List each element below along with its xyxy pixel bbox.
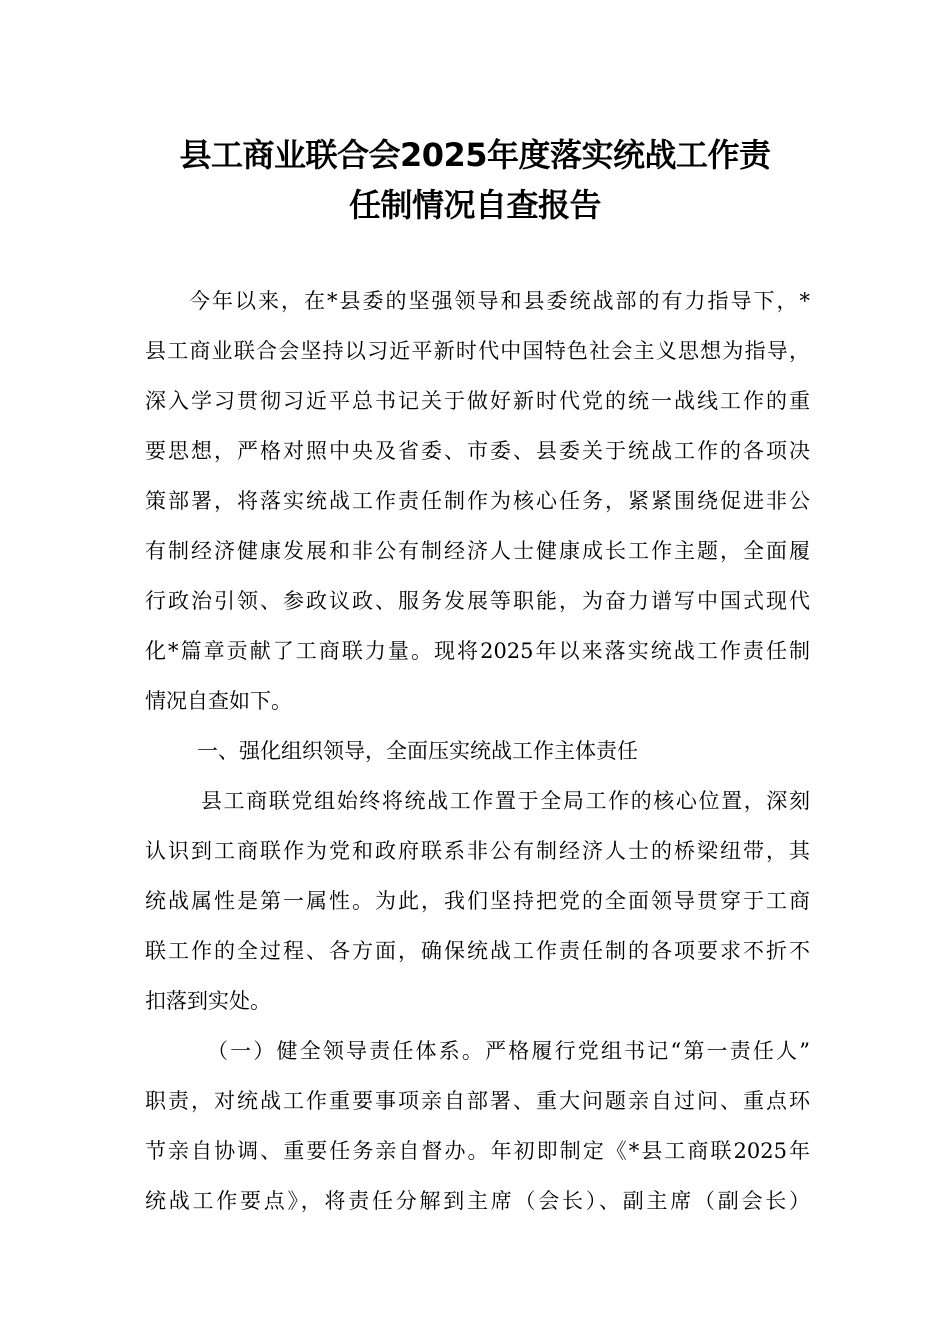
document-body — [145, 276, 825, 1226]
text-line: 认识到工商联作为党和政府联系非公有制经济人士的桥梁纽带，其 — [145, 839, 810, 863]
section-heading-1 — [145, 726, 825, 776]
text-line: 统战属性是第一属性。为此，我们坚持把党的全面领导贯穿于工商 — [145, 889, 810, 913]
text-line: 联工作的全过程、各方面，确保统战工作责任制的各项要求不折不 — [145, 939, 810, 963]
text-line: 统战工作要点》，将责任分解到主席（会长）、副主席（副会长） — [145, 1189, 810, 1213]
title-line-1: 县工商业联合会2025年度落实统战工作责 — [179, 136, 771, 174]
text-line: 县工商业联合会坚持以习近平新时代中国特色社会主义思想为指导， — [145, 339, 810, 363]
title-line-2: 任制情况自查报告 — [348, 186, 601, 224]
paragraph-subsection-1 — [145, 1026, 825, 1226]
paragraph-intro — [145, 276, 825, 726]
text-line: 情况自查如下。 — [145, 689, 292, 713]
section-heading-text: 一、强化组织领导，全面压实统战工作主体责任 — [197, 739, 638, 763]
text-line: 策部署，将落实统战工作责任制作为核心任务，紧紧围绕促进非公 — [145, 489, 810, 513]
text-line: （一）健全领导责任体系。严格履行党组书记“第一责任人” — [207, 1039, 810, 1063]
text-line: 职责，对统战工作重要事项亲自部署、重大问题亲自过问、重点环 — [145, 1089, 810, 1113]
text-line: 扣落到实处。 — [145, 989, 271, 1013]
text-line: 要思想，严格对照中央及省委、市委、县委关于统战工作的各项决 — [145, 439, 810, 463]
text-line: 化*篇章贡献了工商联力量。现将2025年以来落实统战工作责任制 — [145, 639, 810, 663]
text-line: 节亲自协调、重要任务亲自督办。年初即制定《*县工商联2025年 — [145, 1139, 810, 1163]
text-line: 有制经济健康发展和非公有制经济人士健康成长工作主题，全面履 — [145, 539, 810, 563]
text-line: 今年以来，在*县委的坚强领导和县委统战部的有力指导下，* — [189, 289, 810, 313]
text-line: 行政治引领、参政议政、服务发展等职能，为奋力谱写中国式现代 — [145, 589, 810, 613]
text-line: 县工商联党组始终将统战工作置于全局工作的核心位置，深刻 — [201, 789, 810, 813]
paragraph-section-1-intro — [145, 776, 825, 1026]
text-line: 深入学习贯彻习近平总书记关于做好新时代党的统一战线工作的重 — [145, 389, 810, 413]
document-title — [0, 130, 950, 230]
